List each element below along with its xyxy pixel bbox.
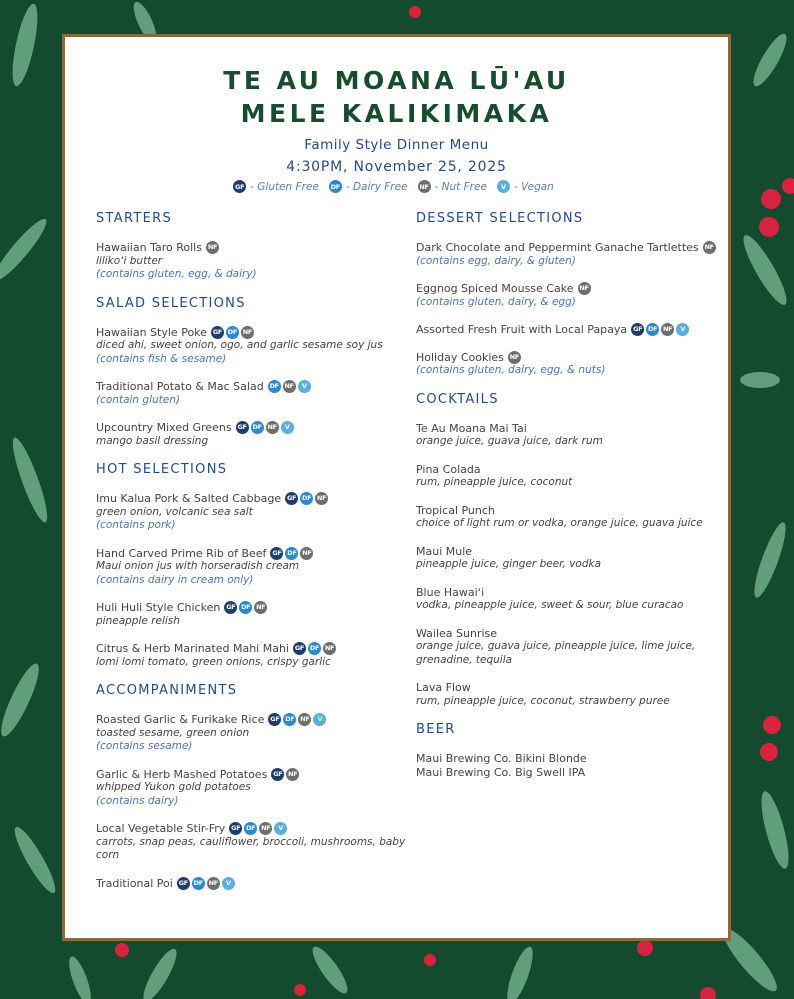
menu-item-name: Tropical Punch (416, 503, 495, 517)
dairy-free-badge-icon: DF (646, 323, 659, 336)
menu-item-description: mango basil dressing (96, 434, 209, 447)
dairy-free-badge-icon: DF (283, 713, 296, 726)
dietary-legend (65, 180, 728, 193)
dietary-badges (508, 351, 521, 364)
menu-item (416, 586, 716, 613)
legend-nut-free (418, 180, 487, 193)
menu-item-name-row (416, 463, 716, 477)
dairy-free-badge-icon: DF (239, 601, 252, 614)
gluten-free-badge-icon: GF (631, 323, 644, 336)
nut-free-badge-icon: NF (206, 241, 219, 254)
menu-item-name: Hand Carved Prime Rib of Beef (96, 546, 267, 560)
menu-item-allergen-note: (contains gluten, egg, & dairy) (96, 268, 257, 280)
menu-title-line1: TE AU MOANA LŪ'AU (223, 66, 570, 95)
dietary-badges (703, 241, 716, 254)
menu-item-name: Assorted Fresh Fruit with Local Papaya (416, 323, 628, 336)
section-hot-selections (96, 462, 406, 669)
menu-item-name: Traditional Potato & Mac Salad (96, 380, 264, 393)
legend-label: - Dairy Free (345, 180, 408, 193)
vegan-badge-icon: V (281, 421, 294, 434)
menu-item-name-row (96, 822, 406, 836)
menu-item-name: Garlic & Herb Mashed Potatoes (96, 767, 268, 781)
nut-free-badge-icon: NF (508, 351, 521, 364)
dietary-badges (293, 642, 336, 655)
menu-item-description: pineapple juice, ginger beer, vodka (416, 558, 602, 570)
dietary-badges (211, 326, 254, 339)
beer-item: Maui Brewing Co. Bikini Blonde (416, 752, 587, 765)
menu-item-description: pineapple relish (96, 614, 180, 627)
menu-item (96, 380, 406, 407)
vegan-badge-icon: V (313, 713, 326, 726)
dietary-badges (229, 822, 287, 835)
menu-item-allergen-note: (contains dairy) (96, 794, 179, 807)
nut-free-badge-icon: NF (315, 492, 328, 505)
dietary-badges (631, 323, 689, 336)
menu-item-name: Hawaiian Taro Rolls (96, 241, 202, 254)
menu-item-name: Roasted Garlic & Furikake Rice (96, 713, 265, 726)
legend-label: - Nut Free (434, 180, 487, 193)
legend-dairy-free (329, 180, 408, 193)
nut-free-badge-icon: NF (286, 768, 299, 781)
right-menu-column (416, 211, 716, 781)
menu-item-allergen-note: (contains fish & sesame) (96, 352, 227, 365)
dietary-badges (271, 768, 299, 781)
nut-free-badge-icon: NF (300, 547, 313, 560)
section-heading: DESSERT SELECTIONS (416, 211, 584, 226)
menu-item-name: Upcountry Mixed Greens (96, 421, 232, 434)
nut-free-badge-icon: NF (254, 601, 267, 614)
nut-free-badge-icon: NF (323, 642, 336, 655)
nut-free-badge-icon: NF (241, 326, 254, 339)
menu-item-name: Wailea Sunrise (416, 626, 498, 640)
gluten-free-badge-icon: GF (270, 547, 283, 560)
menu-item (96, 713, 406, 754)
menu-item-name-row (96, 380, 406, 394)
menu-item-name-row (96, 492, 406, 506)
menu-item (96, 421, 406, 448)
event-datetime: 4:30PM, November 25, 2025 (286, 159, 507, 175)
menu-item-description: diced ahi, sweet onion, ogo, and garlic sesame soy jus (96, 339, 383, 351)
menu-item (96, 768, 406, 809)
menu-item-name: Citrus & Herb Marinated Mahi Mahi (96, 642, 289, 655)
menu-item-name: Eggnog Spiced Mousse Cake (416, 282, 574, 295)
vegan-badge-icon: V (274, 822, 287, 835)
menu-item (416, 241, 716, 268)
menu-item-description: orange juice, guava juice, dark rum (416, 435, 603, 447)
menu-item (96, 492, 406, 533)
vegan-badge-icon: V (497, 180, 510, 193)
menu-item-allergen-note: (contains dairy in cream only) (96, 573, 254, 586)
section-heading: SALAD SELECTIONS (96, 295, 246, 311)
nut-free-badge-icon: NF (283, 380, 296, 393)
menu-item-description: lilikoʻi butter (96, 254, 163, 267)
dietary-badges (236, 421, 294, 434)
menu-item (416, 681, 716, 708)
menu-item-allergen-note: (contains egg, dairy, & gluten) (416, 254, 576, 267)
dietary-badges (224, 601, 267, 614)
section-heading: COCKTAILS (416, 391, 499, 407)
menu-item-name: Hawaiian Style Poke (96, 325, 207, 339)
legend-gluten-free (233, 180, 319, 193)
dairy-free-badge-icon: DF (329, 180, 342, 193)
menu-item (416, 282, 716, 309)
gluten-free-badge-icon: GF (236, 421, 249, 434)
nut-free-badge-icon: NF (703, 241, 716, 254)
dairy-free-badge-icon: DF (251, 421, 264, 434)
menu-item-allergen-note: (contains gluten, dairy, egg, & nuts) (416, 364, 606, 376)
dietary-badges (285, 492, 328, 505)
menu-item (96, 877, 406, 891)
menu-title-line2: MELE KALIKIMAKA (240, 99, 553, 128)
menu-item-name-row (96, 768, 406, 782)
menu-item (96, 547, 406, 588)
dairy-free-badge-icon: DF (244, 822, 257, 835)
menu-item-description: lomi lomi tomato, green onions, crispy garlic (96, 655, 331, 668)
menu-item-description: orange juice, guava juice, pineapple juice, lime juice, grenadine, tequila (416, 640, 696, 666)
gluten-free-badge-icon: GF (211, 326, 224, 339)
menu-subtitle: Family Style Dinner Menu (304, 137, 489, 153)
dairy-free-badge-icon: DF (285, 547, 298, 560)
menu-item-description: choice of light rum or vodka, orange juice, guava juice (416, 517, 703, 529)
menu-item-description: green onion, volcanic sea salt (96, 505, 253, 518)
menu-item-name: Blue Hawaiʻi (416, 585, 485, 599)
nut-free-badge-icon: NF (207, 877, 220, 890)
gluten-free-badge-icon: GF (224, 601, 237, 614)
menu-item (96, 326, 406, 367)
dietary-badges (268, 380, 311, 393)
dairy-free-badge-icon: DF (268, 380, 281, 393)
left-menu-column (96, 211, 406, 904)
menu-item-description: rum, pineapple juice, coconut, strawberry puree (416, 694, 670, 707)
legend-vegan (497, 180, 554, 193)
menu-item-allergen-note: (contains pork) (96, 519, 176, 531)
menu-item-description: toasted sesame, green onion (96, 726, 250, 739)
menu-item-name-row (96, 601, 406, 615)
section-accompaniments (96, 683, 406, 890)
menu-item-name-row (416, 422, 716, 436)
menu-item-description: carrots, snap peas, cauliflower, broccoli, mushrooms, baby corn (96, 835, 406, 861)
menu-item-name: Traditional Poi (96, 876, 173, 890)
menu-item-description: whipped Yukon gold potatoes (96, 781, 251, 793)
menu-card (62, 34, 731, 941)
vegan-badge-icon: V (222, 877, 235, 890)
nut-free-badge-icon: NF (298, 713, 311, 726)
menu-item-name-row (416, 351, 716, 365)
menu-item-name-row (96, 713, 406, 727)
menu-item-name-row (96, 877, 406, 891)
menu-item-name-row (96, 326, 406, 340)
section-heading: BEER (416, 722, 456, 737)
gluten-free-badge-icon: GF (268, 713, 281, 726)
menu-item-name-row (416, 323, 716, 337)
menu-item-name-row (416, 241, 716, 255)
gluten-free-badge-icon: GF (271, 768, 284, 781)
gluten-free-badge-icon: GF (177, 877, 190, 890)
menu-item-name: Maui Mule (416, 544, 473, 558)
menu-item-name-row (96, 241, 406, 255)
dietary-badges (578, 282, 591, 295)
nut-free-badge-icon: NF (661, 323, 674, 336)
menu-item-name-row (96, 421, 406, 435)
section-desserts (416, 211, 716, 378)
section-cocktails (416, 392, 716, 709)
section-heading: ACCOMPANIMENTS (96, 683, 238, 698)
menu-item-name: Imu Kalua Pork & Salted Cabbage (96, 492, 282, 505)
menu-item-allergen-note: (contains gluten, dairy, & egg) (416, 295, 576, 308)
gluten-free-badge-icon: GF (293, 642, 306, 655)
menu-item-name: Lava Flow (416, 681, 471, 694)
nut-free-badge-icon: NF (259, 822, 272, 835)
section-salads (96, 296, 406, 449)
menu-item-name-row (416, 504, 716, 518)
dietary-badges (268, 713, 326, 726)
menu-item (416, 351, 716, 378)
vegan-badge-icon: V (298, 380, 311, 393)
menu-item-name-row (416, 586, 716, 600)
nut-free-badge-icon: NF (418, 180, 431, 193)
menu-item (416, 504, 716, 531)
gluten-free-badge-icon: GF (229, 822, 242, 835)
dietary-badges (177, 877, 235, 890)
menu-item-name-row (96, 642, 406, 656)
beer-item: Maui Brewing Co. Big Swell IPA (416, 765, 586, 779)
menu-item (416, 627, 716, 668)
menu-item-name: Holiday Cookies (416, 350, 504, 364)
section-heading: HOT SELECTIONS (96, 462, 228, 477)
menu-item (416, 545, 716, 572)
dairy-free-badge-icon: DF (308, 642, 321, 655)
menu-item (416, 422, 716, 449)
dietary-badges (270, 547, 313, 560)
nut-free-badge-icon: NF (266, 421, 279, 434)
dairy-free-badge-icon: DF (192, 877, 205, 890)
menu-item-name-row (416, 545, 716, 559)
menu-item-name-row (416, 627, 716, 641)
menu-item-name-row (416, 681, 716, 695)
legend-label: - Gluten Free (250, 180, 319, 193)
menu-item-name: Huli Huli Style Chicken (96, 601, 221, 614)
menu-item-name: Dark Chocolate and Peppermint Ganache Tartlettes (416, 241, 699, 254)
menu-item-allergen-note: (contain gluten) (96, 393, 180, 406)
legend-label: - Vegan (513, 180, 554, 193)
dairy-free-badge-icon: DF (226, 326, 239, 339)
menu-item (416, 463, 716, 490)
menu-item-description: rum, pineapple juice, coconut (416, 476, 573, 488)
menu-item-allergen-note: (contains sesame) (96, 740, 193, 752)
nut-free-badge-icon: NF (578, 282, 591, 295)
menu-item-name: Te Au Moana Mai Tai (416, 421, 527, 435)
menu-item-description: Maui onion jus with horseradish cream (96, 560, 300, 572)
section-starters (96, 211, 406, 282)
menu-item-name: Pina Colada (416, 462, 481, 476)
menu-item (96, 601, 406, 628)
menu-item (96, 241, 406, 282)
menu-item (96, 822, 406, 863)
menu-item (416, 323, 716, 337)
menu-item-name-row (96, 547, 406, 561)
menu-item-description: vodka, pineapple juice, sweet & sour, blue curacao (416, 599, 684, 611)
menu-item-name-row (416, 282, 716, 296)
gluten-free-badge-icon: GF (285, 492, 298, 505)
dairy-free-badge-icon: DF (300, 492, 313, 505)
gluten-free-badge-icon: GF (233, 180, 246, 193)
menu-item (96, 642, 406, 669)
section-heading: STARTERS (96, 211, 173, 226)
vegan-badge-icon: V (676, 323, 689, 336)
dietary-badges (206, 241, 219, 254)
menu-item-name: Local Vegetable Stir-Fry (96, 822, 226, 835)
section-beer (416, 722, 716, 779)
